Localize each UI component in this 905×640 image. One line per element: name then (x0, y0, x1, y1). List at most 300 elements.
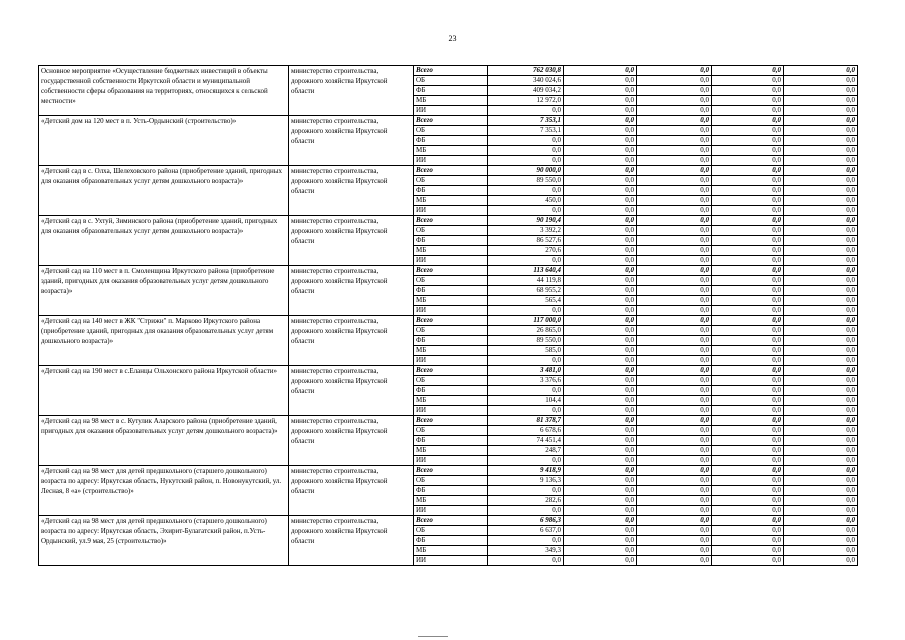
amount-cell: 0,0 (488, 536, 564, 546)
page-number: 23 (448, 34, 457, 43)
amount-cell: 0,0 (784, 106, 858, 116)
budget-table (38, 65, 858, 566)
amount-cell: 0,0 (712, 396, 784, 406)
amount-cell: 0,0 (637, 96, 712, 106)
table-row (39, 366, 858, 376)
amount-cell: 0,0 (712, 516, 784, 526)
amount-cell: 0,0 (488, 456, 564, 466)
amount-cell: 0,0 (712, 376, 784, 386)
amount-cell: 0,0 (712, 306, 784, 316)
amount-cell: 0,0 (784, 536, 858, 546)
table-row (39, 166, 858, 176)
funding-source: ОБ (414, 526, 488, 536)
funding-source: Всего (414, 116, 488, 126)
amount-cell: 0,0 (637, 476, 712, 486)
amount-cell: 0,0 (712, 136, 784, 146)
table-row (39, 466, 858, 476)
amount-cell: 0,0 (712, 356, 784, 366)
amount-cell: 89 550,0 (488, 336, 564, 346)
amount-cell: 0,0 (488, 136, 564, 146)
amount-cell: 68 955,2 (488, 286, 564, 296)
amount-cell: 9 136,3 (488, 476, 564, 486)
amount-cell: 585,0 (488, 346, 564, 356)
amount-cell: 0,0 (564, 256, 637, 266)
amount-cell: 0,0 (564, 436, 637, 446)
amount-cell: 0,0 (564, 116, 637, 126)
amount-cell: 3 481,0 (488, 366, 564, 376)
funding-source: ОБ (414, 76, 488, 86)
amount-cell: 0,0 (564, 506, 637, 516)
amount-cell: 0,0 (784, 146, 858, 156)
amount-cell: 0,0 (637, 116, 712, 126)
table-row (39, 316, 858, 326)
amount-cell: 0,0 (564, 416, 637, 426)
amount-cell: 0,0 (564, 66, 637, 76)
responsible-executor: министерство строительства, дорожного хозяйства Иркутской области (289, 366, 414, 416)
amount-cell: 0,0 (712, 496, 784, 506)
amount-cell: 3 392,2 (488, 226, 564, 236)
funding-source: Всего (414, 266, 488, 276)
amount-cell: 0,0 (637, 276, 712, 286)
amount-cell: 0,0 (637, 246, 712, 256)
amount-cell: 0,0 (712, 406, 784, 416)
funding-source: МБ (414, 346, 488, 356)
amount-cell: 0,0 (488, 506, 564, 516)
amount-cell: 0,0 (784, 436, 858, 446)
amount-cell: 0,0 (637, 296, 712, 306)
amount-cell: 0,0 (564, 466, 637, 476)
amount-cell: 0,0 (784, 236, 858, 246)
amount-cell: 0,0 (564, 446, 637, 456)
amount-cell: 0,0 (784, 136, 858, 146)
amount-cell: 0,0 (637, 226, 712, 236)
amount-cell: 0,0 (784, 386, 858, 396)
project-name: «Детский сад на 140 мест в ЖК "Стрижи" п. Марково Иркутского района (приобретение зданий, пригодных для оказания образовательных услуг детям дошкольного возраста)» (39, 316, 289, 366)
responsible-executor: министерство строительства, дорожного хозяйства Иркутской области (289, 316, 414, 366)
amount-cell: 0,0 (784, 226, 858, 236)
amount-cell: 0,0 (784, 256, 858, 266)
table-row (39, 116, 858, 126)
amount-cell: 0,0 (784, 196, 858, 206)
amount-cell: 0,0 (784, 376, 858, 386)
amount-cell: 0,0 (637, 376, 712, 386)
responsible-executor: министерство строительства, дорожного хозяйства Иркутской области (289, 216, 414, 266)
amount-cell: 0,0 (564, 106, 637, 116)
amount-cell: 0,0 (712, 436, 784, 446)
amount-cell: 0,0 (712, 466, 784, 476)
amount-cell: 0,0 (784, 276, 858, 286)
amount-cell: 0,0 (564, 96, 637, 106)
amount-cell: 0,0 (712, 276, 784, 286)
amount-cell: 44 119,8 (488, 276, 564, 286)
amount-cell: 0,0 (784, 506, 858, 516)
amount-cell: 0,0 (637, 516, 712, 526)
funding-source: Всего (414, 66, 488, 76)
project-name: «Детский сад на 190 мест в с.Еланцы Ольхонского района Иркутской области» (39, 366, 289, 416)
amount-cell: 0,0 (712, 126, 784, 136)
amount-cell: 0,0 (712, 536, 784, 546)
amount-cell: 0,0 (712, 326, 784, 336)
amount-cell: 0,0 (488, 386, 564, 396)
amount-cell: 0,0 (712, 176, 784, 186)
funding-source: МБ (414, 496, 488, 506)
amount-cell: 0,0 (784, 126, 858, 136)
amount-cell: 0,0 (712, 206, 784, 216)
funding-source: МБ (414, 146, 488, 156)
amount-cell: 0,0 (712, 146, 784, 156)
amount-cell: 7 353,1 (488, 126, 564, 136)
responsible-executor: министерство строительства, дорожного хозяйства Иркутской области (289, 166, 414, 216)
amount-cell: 0,0 (784, 306, 858, 316)
amount-cell: 0,0 (784, 286, 858, 296)
funding-source: ИИ (414, 406, 488, 416)
funding-source: ИИ (414, 306, 488, 316)
table-row (39, 66, 858, 76)
table-row (39, 416, 858, 426)
funding-source: ОБ (414, 476, 488, 486)
amount-cell: 270,6 (488, 246, 564, 256)
funding-source: Всего (414, 216, 488, 226)
amount-cell: 0,0 (784, 516, 858, 526)
amount-cell: 0,0 (564, 216, 637, 226)
amount-cell: 0,0 (564, 376, 637, 386)
amount-cell: 0,0 (784, 556, 858, 566)
amount-cell: 0,0 (784, 116, 858, 126)
funding-source: ИИ (414, 106, 488, 116)
amount-cell: 0,0 (784, 426, 858, 436)
amount-cell: 0,0 (712, 66, 784, 76)
amount-cell: 0,0 (784, 336, 858, 346)
funding-source: ФБ (414, 486, 488, 496)
amount-cell: 0,0 (564, 146, 637, 156)
funding-source: ИИ (414, 356, 488, 366)
amount-cell: 0,0 (712, 116, 784, 126)
project-name: «Детский сад на 98 мест для детей предшкольного (старшего дошкольного) возраста по адресу: Иркутская область, Эхирит-Булагатский район, п.Усть-Ордынский, ул.9 мая, 25 (строительство)» (39, 516, 289, 566)
amount-cell: 0,0 (637, 536, 712, 546)
amount-cell: 0,0 (637, 206, 712, 216)
project-name: «Детский сад в с. Олха, Шелеховского района (приобретение зданий, пригодных для оказания образовательных услуг детям дошкольного возраста)» (39, 166, 289, 216)
funding-source: ФБ (414, 336, 488, 346)
amount-cell: 0,0 (488, 206, 564, 216)
amount-cell: 0,0 (564, 76, 637, 86)
funding-source: Всего (414, 416, 488, 426)
amount-cell: 0,0 (784, 96, 858, 106)
amount-cell: 0,0 (564, 176, 637, 186)
amount-cell: 0,0 (637, 446, 712, 456)
amount-cell: 0,0 (637, 236, 712, 246)
amount-cell: 6 637,0 (488, 526, 564, 536)
funding-source: МБ (414, 546, 488, 556)
amount-cell: 762 030,8 (488, 66, 564, 76)
amount-cell: 104,4 (488, 396, 564, 406)
amount-cell: 0,0 (784, 76, 858, 86)
responsible-executor: министерство строительства, дорожного хозяйства Иркутской области (289, 116, 414, 166)
amount-cell: 0,0 (564, 276, 637, 286)
amount-cell: 0,0 (564, 166, 637, 176)
amount-cell: 248,7 (488, 446, 564, 456)
amount-cell: 0,0 (488, 406, 564, 416)
amount-cell: 0,0 (784, 326, 858, 336)
responsible-executor: министерство строительства, дорожного хозяйства Иркутской области (289, 416, 414, 466)
funding-source: ФБ (414, 386, 488, 396)
amount-cell: 0,0 (637, 126, 712, 136)
amount-cell: 90 000,0 (488, 166, 564, 176)
amount-cell: 0,0 (784, 206, 858, 216)
amount-cell: 6 986,3 (488, 516, 564, 526)
amount-cell: 0,0 (784, 406, 858, 416)
amount-cell: 0,0 (637, 216, 712, 226)
amount-cell: 0,0 (712, 456, 784, 466)
funding-source: МБ (414, 96, 488, 106)
project-name: «Детский дом на 120 мест в п. Усть-Ордынский (строительство)» (39, 116, 289, 166)
funding-source: ИИ (414, 556, 488, 566)
funding-source: ИИ (414, 156, 488, 166)
amount-cell: 0,0 (637, 506, 712, 516)
amount-cell: 0,0 (784, 496, 858, 506)
amount-cell: 0,0 (637, 266, 712, 276)
amount-cell: 0,0 (564, 186, 637, 196)
amount-cell: 340 024,6 (488, 76, 564, 86)
responsible-executor: министерство строительства, дорожного хозяйства Иркутской области (289, 266, 414, 316)
amount-cell: 0,0 (488, 256, 564, 266)
amount-cell: 0,0 (637, 556, 712, 566)
funding-source: Всего (414, 366, 488, 376)
amount-cell: 7 353,1 (488, 116, 564, 126)
funding-source: ФБ (414, 286, 488, 296)
funding-source: ФБ (414, 86, 488, 96)
amount-cell: 0,0 (564, 326, 637, 336)
funding-source: ОБ (414, 426, 488, 436)
amount-cell: 0,0 (637, 106, 712, 116)
amount-cell: 450,0 (488, 196, 564, 206)
amount-cell: 0,0 (712, 246, 784, 256)
amount-cell: 0,0 (712, 286, 784, 296)
funding-source: ФБ (414, 536, 488, 546)
amount-cell: 0,0 (637, 336, 712, 346)
amount-cell: 0,0 (637, 176, 712, 186)
amount-cell: 0,0 (637, 76, 712, 86)
funding-source: Всего (414, 466, 488, 476)
amount-cell: 0,0 (564, 156, 637, 166)
amount-cell: 282,6 (488, 496, 564, 506)
amount-cell: 0,0 (637, 526, 712, 536)
amount-cell: 89 550,0 (488, 176, 564, 186)
amount-cell: 349,3 (488, 546, 564, 556)
amount-cell: 0,0 (637, 156, 712, 166)
funding-source: ФБ (414, 236, 488, 246)
funding-source: ИИ (414, 256, 488, 266)
amount-cell: 0,0 (712, 336, 784, 346)
responsible-executor: министерство строительства, дорожного хозяйства Иркутской области (289, 516, 414, 566)
budget-table-body (39, 66, 858, 566)
amount-cell: 0,0 (637, 186, 712, 196)
amount-cell: 26 865,0 (488, 326, 564, 336)
funding-source: Всего (414, 316, 488, 326)
amount-cell: 0,0 (712, 226, 784, 236)
amount-cell: 0,0 (784, 246, 858, 256)
amount-cell: 0,0 (637, 406, 712, 416)
amount-cell: 0,0 (712, 236, 784, 246)
amount-cell: 0,0 (488, 186, 564, 196)
funding-source: ОБ (414, 176, 488, 186)
amount-cell: 0,0 (564, 536, 637, 546)
amount-cell: 0,0 (637, 86, 712, 96)
project-name: «Детский сад на 110 мест в п. Смоленщина Иркутского района (приобретение зданий, пригодных для оказания образовательных услуг детям дошкольного возраста)» (39, 266, 289, 316)
amount-cell: 0,0 (637, 196, 712, 206)
funding-source: ФБ (414, 136, 488, 146)
amount-cell: 0,0 (784, 66, 858, 76)
table-row (39, 516, 858, 526)
amount-cell: 0,0 (784, 216, 858, 226)
funding-source: ИИ (414, 456, 488, 466)
amount-cell: 0,0 (712, 186, 784, 196)
amount-cell: 0,0 (712, 106, 784, 116)
amount-cell: 113 640,4 (488, 266, 564, 276)
scan-artifact (418, 636, 448, 637)
funding-source: ОБ (414, 126, 488, 136)
amount-cell: 0,0 (637, 486, 712, 496)
amount-cell: 0,0 (784, 546, 858, 556)
amount-cell: 0,0 (784, 416, 858, 426)
amount-cell: 0,0 (637, 366, 712, 376)
funding-source: ОБ (414, 226, 488, 236)
amount-cell: 0,0 (784, 446, 858, 456)
amount-cell: 0,0 (712, 556, 784, 566)
amount-cell: 0,0 (488, 306, 564, 316)
amount-cell: 0,0 (637, 316, 712, 326)
amount-cell: 0,0 (712, 476, 784, 486)
amount-cell: 0,0 (564, 336, 637, 346)
amount-cell: 409 034,2 (488, 86, 564, 96)
amount-cell: 0,0 (637, 256, 712, 266)
amount-cell: 0,0 (564, 426, 637, 436)
amount-cell: 0,0 (637, 66, 712, 76)
amount-cell: 86 527,6 (488, 236, 564, 246)
amount-cell: 0,0 (712, 156, 784, 166)
amount-cell: 0,0 (784, 186, 858, 196)
amount-cell: 0,0 (564, 526, 637, 536)
amount-cell: 0,0 (712, 266, 784, 276)
responsible-executor: министерство строительства, дорожного хозяйства Иркутской области (289, 66, 414, 116)
amount-cell: 0,0 (712, 546, 784, 556)
table-row (39, 266, 858, 276)
responsible-executor: министерство строительства, дорожного хозяйства Иркутской области (289, 466, 414, 516)
amount-cell: 0,0 (712, 426, 784, 436)
project-name: «Детский сад на 98 мест для детей предшкольного (старшего дошкольного) возраста по адресу: Иркутская область, Нукутский район, п. Новонукутский, ул. Лесная, 8 «а» (строительство)» (39, 466, 289, 516)
amount-cell: 0,0 (712, 296, 784, 306)
amount-cell: 0,0 (637, 396, 712, 406)
amount-cell: 0,0 (637, 466, 712, 476)
amount-cell: 0,0 (712, 346, 784, 356)
amount-cell: 0,0 (784, 526, 858, 536)
amount-cell: 0,0 (784, 366, 858, 376)
funding-source: МБ (414, 446, 488, 456)
amount-cell: 0,0 (488, 146, 564, 156)
amount-cell: 0,0 (488, 486, 564, 496)
amount-cell: 0,0 (784, 356, 858, 366)
amount-cell: 0,0 (637, 146, 712, 156)
amount-cell: 0,0 (637, 496, 712, 506)
amount-cell: 0,0 (637, 346, 712, 356)
amount-cell: 0,0 (564, 406, 637, 416)
amount-cell: 0,0 (564, 386, 637, 396)
amount-cell: 0,0 (564, 546, 637, 556)
project-name: Основное мероприятие «Осуществление бюджетных инвестиций в объекты государственной собственности Иркутской области и муниципальной собственности сферы образования на территориях, относящихся к сельской местности» (39, 66, 289, 116)
project-name: «Детский сад в с. Ухтуй, Зиминского района (приобретение зданий, пригодных для оказания образовательных услуг детям дошкольного возраста)» (39, 216, 289, 266)
amount-cell: 0,0 (564, 306, 637, 316)
funding-source: ИИ (414, 506, 488, 516)
amount-cell: 0,0 (488, 556, 564, 566)
amount-cell: 0,0 (784, 176, 858, 186)
amount-cell: 0,0 (712, 506, 784, 516)
amount-cell: 12 972,0 (488, 96, 564, 106)
amount-cell: 0,0 (784, 346, 858, 356)
funding-source: ОБ (414, 326, 488, 336)
amount-cell: 0,0 (564, 286, 637, 296)
amount-cell: 0,0 (784, 486, 858, 496)
funding-source: ФБ (414, 436, 488, 446)
amount-cell: 0,0 (637, 166, 712, 176)
amount-cell: 0,0 (637, 386, 712, 396)
funding-source: ОБ (414, 276, 488, 286)
amount-cell: 0,0 (784, 476, 858, 486)
amount-cell: 0,0 (564, 486, 637, 496)
amount-cell: 3 376,6 (488, 376, 564, 386)
amount-cell: 0,0 (564, 86, 637, 96)
amount-cell: 0,0 (712, 196, 784, 206)
project-name: «Детский сад на 98 мест в с. Кутулик Аларского района (приобретение зданий, пригодных для оказания образовательных услуг детям дошкольного возраста)» (39, 416, 289, 466)
amount-cell: 0,0 (564, 266, 637, 276)
amount-cell: 0,0 (712, 446, 784, 456)
amount-cell: 565,4 (488, 296, 564, 306)
funding-source: Всего (414, 516, 488, 526)
amount-cell: 74 451,4 (488, 436, 564, 446)
amount-cell: 0,0 (784, 316, 858, 326)
amount-cell: 0,0 (712, 256, 784, 266)
amount-cell: 0,0 (564, 346, 637, 356)
amount-cell: 0,0 (784, 156, 858, 166)
amount-cell: 0,0 (564, 136, 637, 146)
funding-source: ОБ (414, 376, 488, 386)
amount-cell: 0,0 (637, 546, 712, 556)
amount-cell: 0,0 (564, 246, 637, 256)
amount-cell: 0,0 (564, 476, 637, 486)
amount-cell: 0,0 (488, 156, 564, 166)
amount-cell: 0,0 (784, 456, 858, 466)
table-row (39, 216, 858, 226)
amount-cell: 0,0 (712, 166, 784, 176)
amount-cell: 0,0 (564, 366, 637, 376)
amount-cell: 0,0 (784, 166, 858, 176)
amount-cell: 9 418,9 (488, 466, 564, 476)
amount-cell: 0,0 (712, 386, 784, 396)
amount-cell: 0,0 (712, 526, 784, 536)
funding-source: МБ (414, 296, 488, 306)
amount-cell: 0,0 (637, 306, 712, 316)
amount-cell: 0,0 (564, 126, 637, 136)
amount-cell: 0,0 (784, 396, 858, 406)
amount-cell: 0,0 (712, 216, 784, 226)
amount-cell: 0,0 (784, 266, 858, 276)
amount-cell: 0,0 (637, 456, 712, 466)
amount-cell: 0,0 (564, 456, 637, 466)
amount-cell: 0,0 (564, 556, 637, 566)
amount-cell: 0,0 (637, 286, 712, 296)
amount-cell: 0,0 (564, 356, 637, 366)
amount-cell: 0,0 (712, 76, 784, 86)
amount-cell: 0,0 (564, 316, 637, 326)
amount-cell: 0,0 (712, 316, 784, 326)
